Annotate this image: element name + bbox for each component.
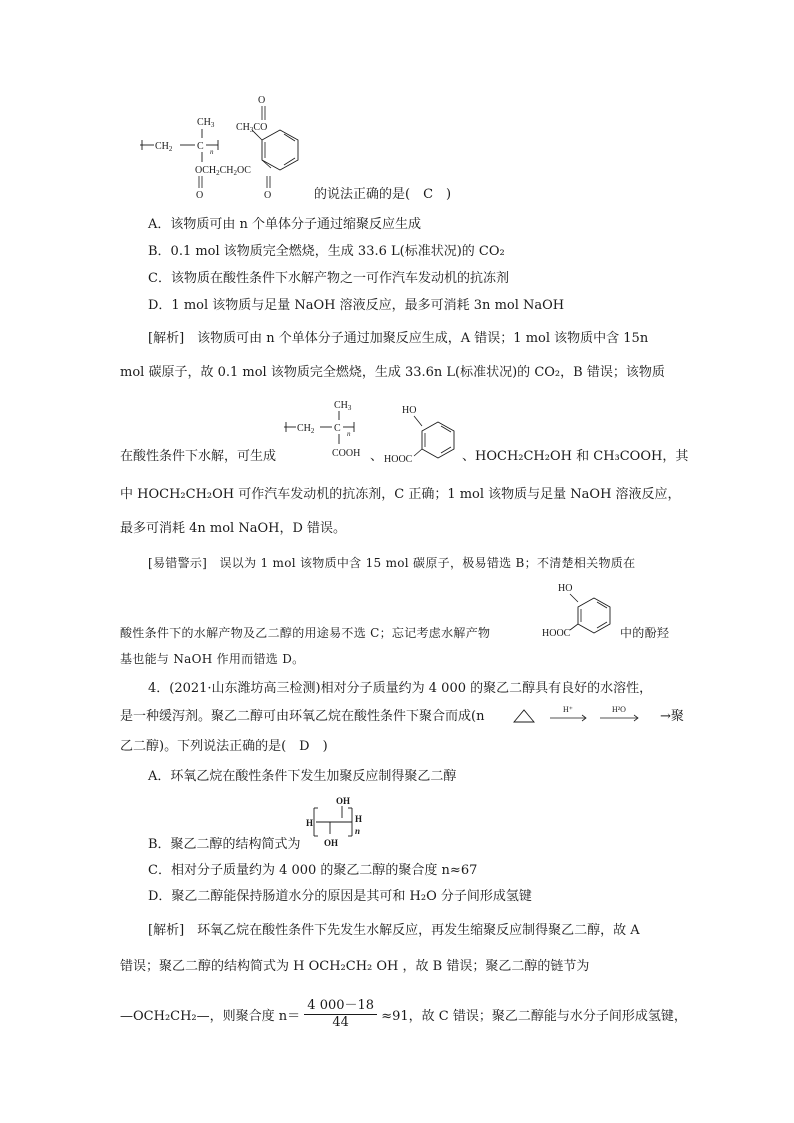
q4-analysis-line-3 [120, 1000, 687, 1033]
q3-warning-line-2b: 中的酚羟 [620, 626, 670, 640]
q4-analysis-line-3a: —OCH₂CH₂—，则聚合度 n＝ [120, 1009, 301, 1024]
q3-warning-salicylic [540, 580, 620, 640]
q4-option-b-structure [306, 794, 366, 852]
epoxide-reaction-scheme [508, 700, 668, 728]
q4-option-c: C．相对分子质量约为 4 000 的聚乙二醇的聚合度 n≈67 [148, 863, 478, 878]
q3-option-b: B．0.1 mol 该物质完全燃烧，生成 33.6 L(标准状况)的 CO₂ [148, 244, 505, 259]
q4-stem-line-2b: →聚 [660, 709, 684, 724]
q3-p2-ho: HO [402, 405, 417, 416]
q3-option-a: A．该物质可由 n 个单体分子通过缩聚反应生成 [148, 217, 422, 232]
q3-option-c: C．该物质在酸性条件下水解产物之一可作汽车发动机的抗冻剂 [148, 271, 509, 286]
q4-b-h-right: H [355, 814, 363, 824]
q3-o-a: O [196, 190, 204, 201]
q4-stem-line-1: 4．(2021·山东潍坊高三检测)相对分子质量约为 4 000 的聚乙二醇具有良好的水溶性， [148, 681, 653, 696]
q4-stem-line-3: 乙二醇)。下列说法正确的是( D ) [120, 739, 328, 754]
q4-analysis-line-2: 错误；聚乙二醇的结构简式为 H OCH₂CH₂ OH ，故 B 错误；聚乙二醇的链节为 [120, 959, 590, 974]
q3-warning-ho: HO [558, 583, 573, 594]
q4-b-n: n [355, 826, 361, 836]
q3-stem-tail: 的说法正确的是( C ) [314, 187, 452, 202]
acid-catalyst-label: H⁺ [563, 705, 573, 714]
q3-p1-cooh: COOH [332, 448, 361, 459]
q4-b-oh-top: OH [336, 796, 351, 806]
q3-ch2-label: $CH_2$ [155, 141, 173, 153]
q3-analysis-line-3b: 、HOCH₂CH₂OH 和 CH₃COOH，其 [462, 449, 689, 464]
polymerization-degree-fraction [304, 998, 377, 1031]
q4-stem-line-2a: 是一种缓泻剂。聚乙二醇可由环氧乙烷在酸性条件下聚合而成(n [120, 709, 485, 724]
q3-analysis-line-3a: 在酸性条件下水解，可生成 [120, 449, 277, 464]
svg-text:C: C [334, 423, 341, 434]
q3-o-b: O [264, 190, 272, 201]
fraction-numerator: 4 000－18 [304, 998, 377, 1015]
q4-analysis-line-3b: ≈91，故 C 错误；聚乙二醇能与水分子间形成氢键， [381, 1009, 687, 1024]
q3-warning-line-3: 基也能与 NaOH 作用而错选 D。 [120, 652, 305, 666]
q4-analysis-line-1: [解析] 环氧乙烷在酸性条件下先发生水解反应，再发生缩聚反应制得聚乙二醇，故 A [148, 923, 640, 938]
q4-option-a: A．环氧乙烷在酸性条件下发生加聚反应制得聚乙二醇 [148, 769, 457, 784]
q4-b-oh-bot: OH [324, 838, 339, 848]
q3-polymer-structure [140, 92, 310, 202]
q3-p2-hooc: HOOC [384, 454, 413, 465]
q3-polymer-svg [140, 92, 310, 202]
q3-analysis-line-1: [解析] 该物质可由 n 个单体分子通过加聚反应生成，A 错误；1 mol 该物质中含 15n [148, 331, 649, 346]
q3-warning-line-2a: 酸性条件下的水解产物及乙二醇的用途易不选 C；忘记考虑水解产物 [120, 626, 491, 640]
q3-ch3-label: $CH_3$ [197, 117, 215, 129]
q3-hydrolysis-product-salicylic [384, 400, 464, 466]
q3-warning-hooc: HOOC [542, 628, 571, 639]
q3-analysis-line-5: 最多可消耗 4n mol NaOH，D 错误。 [120, 521, 347, 536]
q4-b-h-left: H [306, 818, 314, 828]
q3-o-top: O [258, 95, 266, 106]
q3-analysis-line-4: 中 HOCH₂CH₂OH 可作汽车发动机的抗冻剂，C 正确；1 mol 该物质与足量 NaOH 溶液反应， [120, 487, 681, 502]
q4-option-d: D．聚乙二醇能保持肠道水分的原因是其可和 H₂O 分子间形成氢键 [148, 889, 532, 904]
q3-analysis-line-2: mol 碳原子，故 0.1 mol 该物质完全燃烧，生成 33.6n L(标准状况)的 CO₂，B 错误；该物质 [120, 365, 665, 380]
q3-h3c-label: $CH_3CO$ [236, 122, 268, 134]
q3-och2-label: $OCH_2CH_2OC$ [195, 165, 251, 177]
q3-n-label: n [210, 148, 214, 156]
q3-c-label: C [197, 141, 204, 152]
q4-option-b: B．聚乙二醇的结构简式为 [148, 837, 301, 852]
svg-text:n: n [347, 430, 351, 438]
svg-text:CH2: $CH_2$ [297, 423, 315, 435]
q3-warning-line-1: [易错警示] 误以为 1 mol 该物质中含 15 mol 碳原子，极易错选 B；不清楚相关物质在 [148, 556, 636, 570]
water-label: H²O [612, 705, 626, 714]
fraction-denominator: 44 [332, 1015, 349, 1030]
svg-text:CH3: $CH_3$ [334, 400, 352, 412]
q3-option-d: D．1 mol 该物质与足量 NaOH 溶液反应，最多可消耗 3n mol NaOH [148, 298, 565, 313]
q3-analysis-comma: 、 [370, 449, 384, 464]
